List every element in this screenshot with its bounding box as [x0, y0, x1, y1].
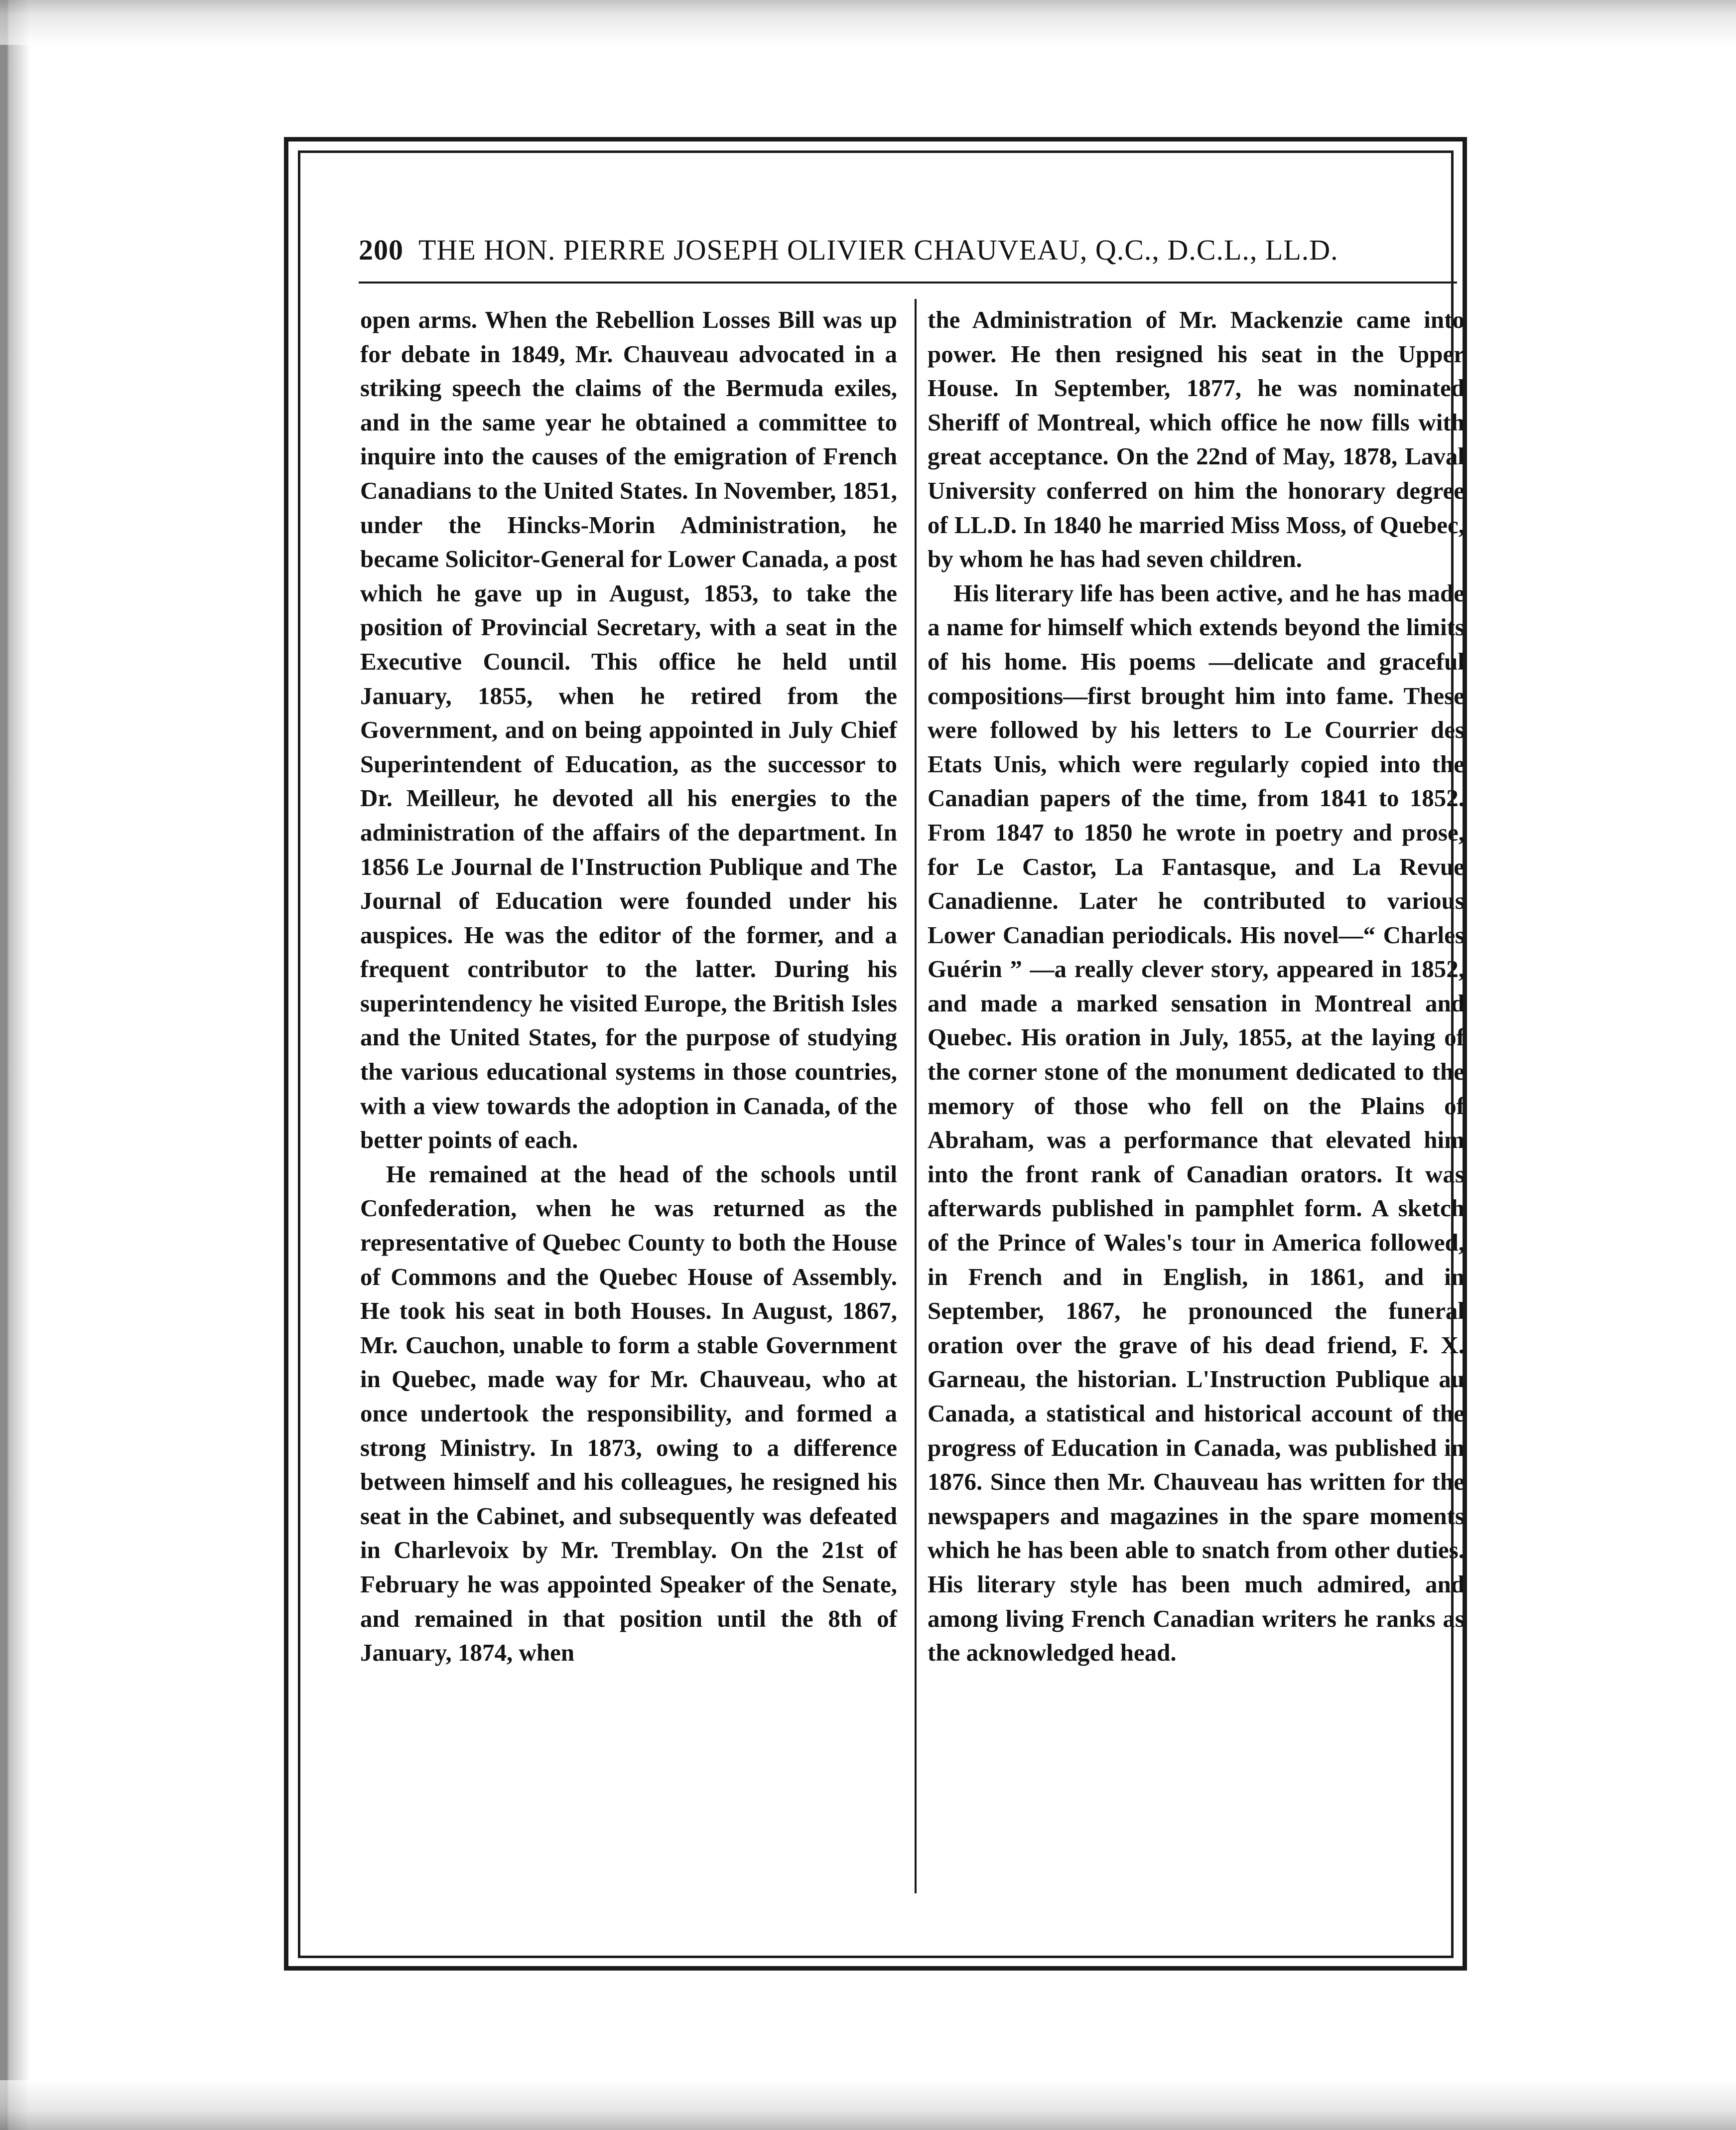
- column-divider: [915, 299, 917, 1893]
- running-head-title: THE HON. PIERRE JOSEPH OLIVIER CHAUVEAU, Q.C., D.C.L., LL.D.: [418, 234, 1338, 266]
- left-column: [360, 303, 897, 1670]
- right-paragraph-1: the Administration of Mr. Mackenzie came into power. He then resigned his seat in the Upper House. In September, 1877, he was nominated Sheriff of Montreal, which office he now fills with great acceptance. On the 22nd of May, 1878, Laval University conferred on him the honorary degree of LL.D. In 1840 he married Miss Moss, of Quebec, by whom he has had seven children.: [928, 306, 1465, 573]
- left-paragraph-1: open arms. When the Rebellion Losses Bill was up for debate in 1849, Mr. Chauveau advocated in a striking speech the claims of the Bermuda exiles, and in the same year he obtained a committee to inquire into the causes of the emigration of French Canadians to the United States. In November, 1851, under the Hincks-Morin Administration, he became Solicitor-General for Lower Canada, a post which he gave up in August, 1853, to take the position of Provincial Secretary, with a seat in the Executive Council. This office he held until January, 1855, when he retired from the Government, and on being appointed in July Chief Superintendent of Education, as the successor to Dr. Meilleur, he devoted all his energies to the administration of the affairs of the department. In 1856 Le Journal de l'Instruction Publique and The Journal of Education were founded under his auspices. He was the editor of the former, and a frequent contributor to the latter. During his superintendency he visited Europe, the British Isles and the United States, for the purpose of studying the various educational systems in those countries, with a view towards the adoption in Canada, of the better points of each.: [360, 306, 897, 1154]
- scan-edge-left: [0, 0, 60, 2130]
- page-number: 200: [359, 234, 403, 266]
- header-rule: [359, 282, 1457, 284]
- running-head: [359, 230, 1415, 270]
- scan-edge-top: [0, 0, 1736, 45]
- scan-edge-bottom: [0, 2080, 1736, 2130]
- left-paragraph-2: He remained at the head of the schools until Confederation, when he was returned as the representative of Quebec County to both the House of Commons and the Quebec House of Assembly. He took his seat in both Houses. In August, 1867, Mr. Cauchon, unable to form a stable Government in Quebec, made way for Mr. Chauveau, who at once undertook the responsibility, and formed a strong Ministry. In 1873, owing to a difference between himself and his colleagues, he resigned his seat in the Cabinet, and subsequently was defeated in Charlevoix by Mr. Tremblay. On the 21st of February he was appointed Speaker of the Senate, and remained in that position until the 8th of January, 1874, when: [360, 1160, 897, 1667]
- right-paragraph-2: His literary life has been active, and he has made a name for himself which extends beyond the limits of his home. His poems —delicate and graceful compositions—first brought him into fame. These were followed by his letters to Le Courrier des Etats Unis, which were regularly copied into the Canadian papers of the time, from 1841 to 1852. From 1847 to 1850 he wrote in poetry and prose, for Le Castor, La Fantasque, and La Revue Canadienne. Later he contributed to various Lower Canadian periodicals. His novel—“ Charles Guérin ” —a really clever story, appeared in 1852, and made a marked sensation in Montreal and Quebec. His oration in July, 1855, at the laying of the corner stone of the monument dedicated to the memory of those who fell on the Plains of Abraham, was a performance that elevated him into the front rank of Canadian orators. It was afterwards published in pamphlet form. A sketch of the Prince of Wales's tour in America followed, in French and in English, in 1861, and in September, 1867, he pronounced the funeral oration over the grave of his dead friend, F. X. Garneau, the historian. L'Instruction Publique au Canada, a statistical and historical account of the progress of Education in Canada, was published in 1876. Since then Mr. Chauveau has written for the newspapers and magazines in the spare moments which he has been able to snatch from other duties. His literary style has been much admired, and among living French Canadian writers he ranks as the acknowledged head.: [928, 579, 1465, 1667]
- right-column: [928, 303, 1465, 1670]
